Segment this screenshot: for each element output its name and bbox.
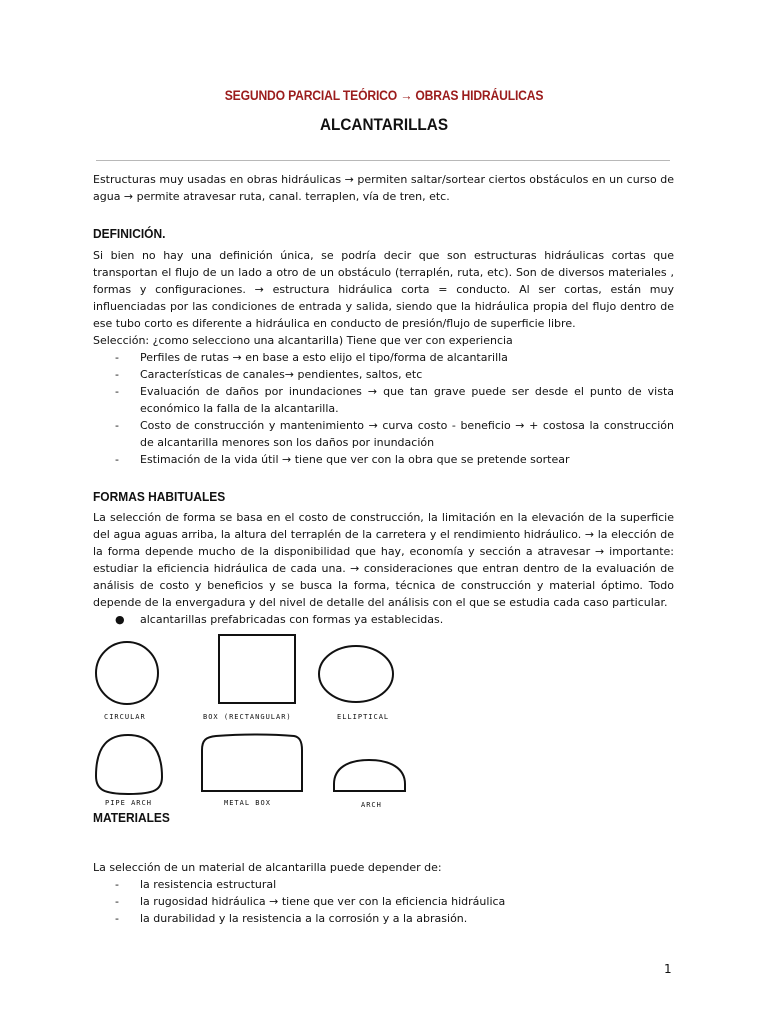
box-caption: BOX (RECTANGULAR) <box>203 713 292 721</box>
formas-heading: FORMAS HABITUALES <box>93 489 226 504</box>
list-item <box>93 910 674 927</box>
materiales-intro: La selección de un material de alcantarilla puede depender de: <box>93 861 442 874</box>
pipe-arch-shape <box>96 735 162 794</box>
arch-shape <box>334 760 405 791</box>
bullet-marker: - <box>115 368 119 381</box>
materiales-list <box>93 876 674 927</box>
definicion-heading: DEFINICIÓN. <box>93 226 166 241</box>
bullet-marker: - <box>115 912 119 925</box>
bullet-marker: - <box>115 351 119 364</box>
bullet-marker: - <box>115 419 119 432</box>
list-item <box>93 366 674 383</box>
pipe-arch-caption: PIPE ARCH <box>105 799 152 807</box>
formas-list <box>93 611 674 628</box>
document-title: ALCANTARILLAS <box>319 115 449 134</box>
seleccion-list <box>93 349 674 468</box>
list-item-text: Estimación de la vida útil → tiene que ver con la obra que se pretende sortear <box>140 453 570 466</box>
list-item <box>93 451 674 468</box>
list-item <box>93 349 674 366</box>
list-item-text: Evaluación de daños por inundaciones → que tan grave puede ser desde el punto de vista económico la falla de la alcantarilla. <box>140 385 674 415</box>
formas-paragraph: La selección de forma se basa en el costo de construcción, la limitación en la elevación de la superficie del agua aguas arriba, la altura del terraplén de la carretera y el rendimiento hidráulico. → la elección de la forma depende mucho de la disponibilidad que hay, economía y sección a atravesar → importante: estudiar la eficiencia hidráulica de cada una. → consideraciones que entran dentro de la evaluación de análisis de costo y beneficios y se busca la forma, técnica de construcción y material óptimo. Todo depende de la envergadura y del nivel de detalle del análisis con el que se estudia cada caso particular. <box>93 511 674 609</box>
seleccion-line: Selección: ¿como selecciono una alcantarilla) Tiene que ver con experiencia <box>93 334 513 347</box>
list-item-text: la durabilidad y la resistencia a la corrosión y a la abrasión. <box>140 912 468 925</box>
list-item <box>93 893 674 910</box>
bullet-marker: ● <box>115 613 125 626</box>
arch-caption: ARCH <box>361 801 382 809</box>
list-item-text: alcantarillas prefabricadas con formas ya establecidas. <box>140 613 444 626</box>
materiales-heading: MATERIALES <box>93 810 170 825</box>
box-shape <box>219 635 295 703</box>
list-item-text: Características de canales→ pendientes, saltos, etc <box>140 368 423 381</box>
list-item <box>93 876 674 893</box>
bullet-marker: - <box>115 453 119 466</box>
list-item <box>93 383 674 417</box>
culvert-shapes-figure <box>92 632 422 812</box>
metal-box-caption: METAL BOX <box>224 799 271 807</box>
bullet-marker: - <box>115 878 119 891</box>
circular-caption: CIRCULAR <box>104 713 146 721</box>
circular-shape <box>96 642 158 704</box>
elliptical-caption: ELLIPTICAL <box>337 713 390 721</box>
bullet-marker: - <box>115 385 119 398</box>
document-subtitle: SEGUNDO PARCIAL TEÓRICO → OBRAS HIDRÁULICAS <box>224 88 544 103</box>
elliptical-shape <box>319 646 393 702</box>
list-item-text: Perfiles de rutas → en base a esto elijo el tipo/forma de alcantarilla <box>140 351 508 364</box>
list-item-text: la rugosidad hidráulica → tiene que ver con la eficiencia hidráulica <box>140 895 506 908</box>
definicion-paragraph: Si bien no hay una definición única, se podría decir que son estructuras hidráulicas cortas que transportan el flujo de un lado a otro de un obstáculo (terraplén, ruta, etc). Son de diversos materiales , formas y configuraciones. → estructura hidráulica corta = conducto. Al ser cortas, están muy influenciadas por las condiciones de entrada y salida, siendo que la hidráulica propia del flujo dentro de ese tubo corto es diferente a hidráulica en conducto de presión/flujo de superficie libre. <box>93 249 674 330</box>
title-divider <box>96 160 670 161</box>
list-item-text: Costo de construcción y mantenimiento → curva costo - beneficio → + costosa la construcción de alcantarilla menores son los daños por inundación <box>140 419 674 449</box>
bullet-marker: - <box>115 895 119 908</box>
intro-paragraph: Estructuras muy usadas en obras hidráulicas → permiten saltar/sortear ciertos obstáculos en un curso de agua → permite atravesar ruta, canal. terraplen, vía de tren, etc. <box>93 173 674 203</box>
list-item <box>93 417 674 451</box>
metal-box-shape <box>202 735 302 792</box>
list-item-text: la resistencia estructural <box>140 878 277 891</box>
page-number: 1 <box>664 962 672 976</box>
list-item <box>93 611 674 628</box>
